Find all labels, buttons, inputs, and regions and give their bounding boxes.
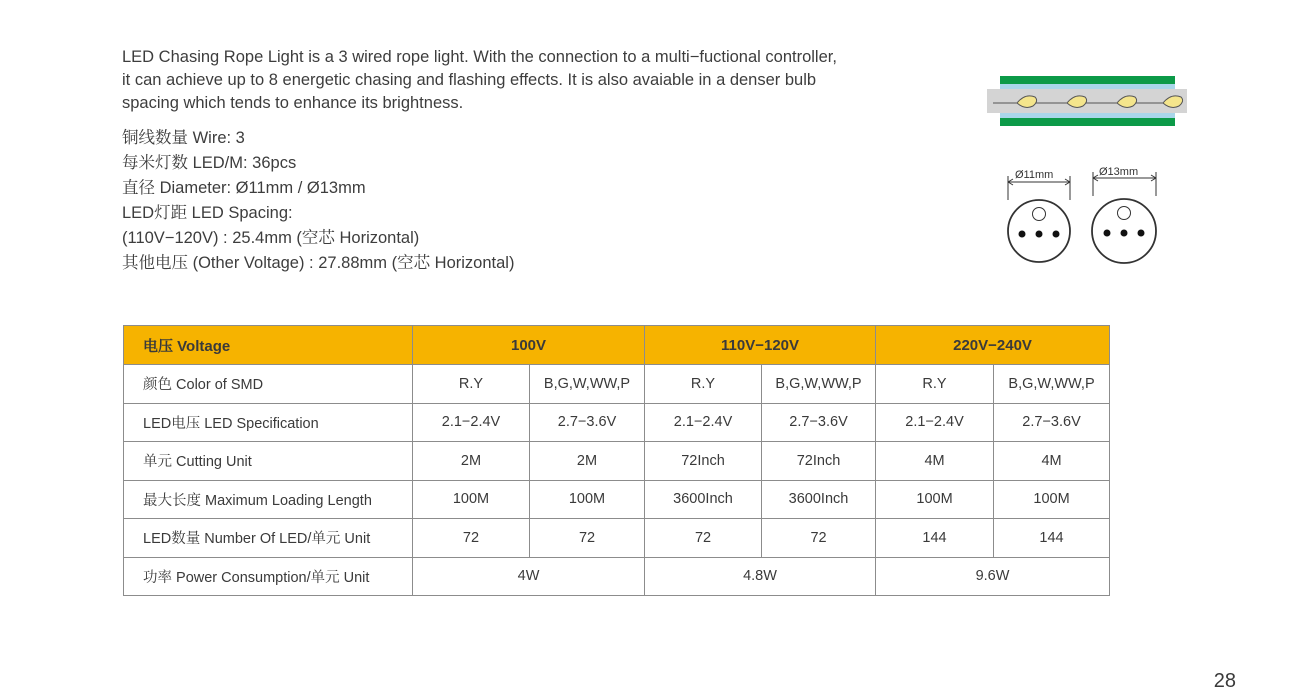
row-label: LED电压 LED Specification [124,403,413,442]
page-number: 28 [1213,670,1236,692]
table-cell: R.Y [645,365,762,404]
table-cell: 100M [530,480,645,519]
table-cell: 72Inch [762,442,876,481]
table-cell: 72 [530,519,645,558]
table-cell: 100M [994,480,1110,519]
spec-led-per-meter: 每米灯数 LED/M: 36pcs [122,154,297,172]
header-220-240v: 220V−240V [876,326,1110,365]
table-cell: 72 [762,519,876,558]
header-100v: 100V [413,326,645,365]
table-row [124,480,1110,519]
table-cell: 3600Inch [645,480,762,519]
row-label: LED数量 Number Of LED/单元 Unit [124,519,413,558]
rope-light-illustration [985,76,1190,130]
intro-line: spacing which tends to enhance its brightness. [122,94,464,112]
table-cell: R.Y [413,365,530,404]
table-row [124,519,1110,558]
table-cell: 4W [413,557,645,596]
table-cell: 9.6W [876,557,1110,596]
spec-wire: 铜线数量 Wire: 3 [122,129,245,147]
spec-spacing-110v: (110V−120V) : 25.4mm (空芯 Horizontal) [122,229,420,247]
table-cell: B,G,W,WW,P [762,365,876,404]
table-cell: 100M [413,480,530,519]
table-cell: 2.1−2.4V [645,403,762,442]
table-cell: 2M [530,442,645,481]
table-cell: 2M [413,442,530,481]
row-label: 单元 Cutting Unit [124,442,413,481]
header-voltage: 电压 Voltage [124,326,413,365]
table-cell: B,G,W,WW,P [530,365,645,404]
table-cell: 72Inch [645,442,762,481]
label-13mm: Ø13mm [1099,166,1139,178]
cross-section-diagram [998,160,1178,270]
header-110-120v: 110V−120V [645,326,876,365]
table-cell: 144 [994,519,1110,558]
rope-top-green-band [1000,76,1175,84]
row-label: 颜色 Color of SMD [124,365,413,404]
table-cell: 2.1−2.4V [876,403,994,442]
section-13mm-wires [1104,230,1145,237]
table-cell: 2.7−3.6V [994,403,1110,442]
spec-list [122,126,514,276]
section-13mm [1092,172,1156,263]
table-cell: 4M [994,442,1110,481]
intro-line: it can achieve up to 8 energetic chasing and flashing effects. It is also avaiable in a denser bulb [122,71,817,89]
rope-bottom-blue-band [1000,113,1175,118]
spec-led-spacing: LED灯距 LED Spacing: [122,204,293,222]
table-cell: 72 [413,519,530,558]
spec-table [123,325,1110,596]
table-row [124,442,1110,481]
table-cell: 2.1−2.4V [413,403,530,442]
label-11mm: Ø11mm [1015,169,1054,181]
rope-top-blue-band [1000,84,1175,89]
intro-line: LED Chasing Rope Light is a 3 wired rope light. With the connection to a multi−fuctional controller, [122,48,837,66]
table-cell: 2.7−3.6V [530,403,645,442]
spec-spacing-other: 其他电压 (Other Voltage) : 27.88mm (空芯 Horizontal) [122,254,515,272]
table-row [124,365,1110,404]
table-cell: 100M [876,480,994,519]
table-cell: R.Y [876,365,994,404]
table-cell: 144 [876,519,994,558]
spec-diameter: 直径 Diameter: Ø11mm / Ø13mm [122,179,366,197]
section-11mm [1008,176,1070,262]
table-cell: 4.8W [645,557,876,596]
row-label: 最大长度 Maximum Loading Length [124,480,413,519]
table-cell: B,G,W,WW,P [994,365,1110,404]
row-label: 功率 Power Consumption/单元 Unit [124,557,413,596]
section-11mm-wires [1019,231,1060,238]
intro-paragraph [122,46,922,115]
table-cell: 3600Inch [762,480,876,519]
rope-bottom-green-band [1000,118,1175,126]
table-cell: 2.7−3.6V [762,403,876,442]
table-row [124,403,1110,442]
table-header-row [124,326,1110,365]
table-cell: 72 [645,519,762,558]
table-cell: 4M [876,442,994,481]
table-row-power [124,557,1110,596]
